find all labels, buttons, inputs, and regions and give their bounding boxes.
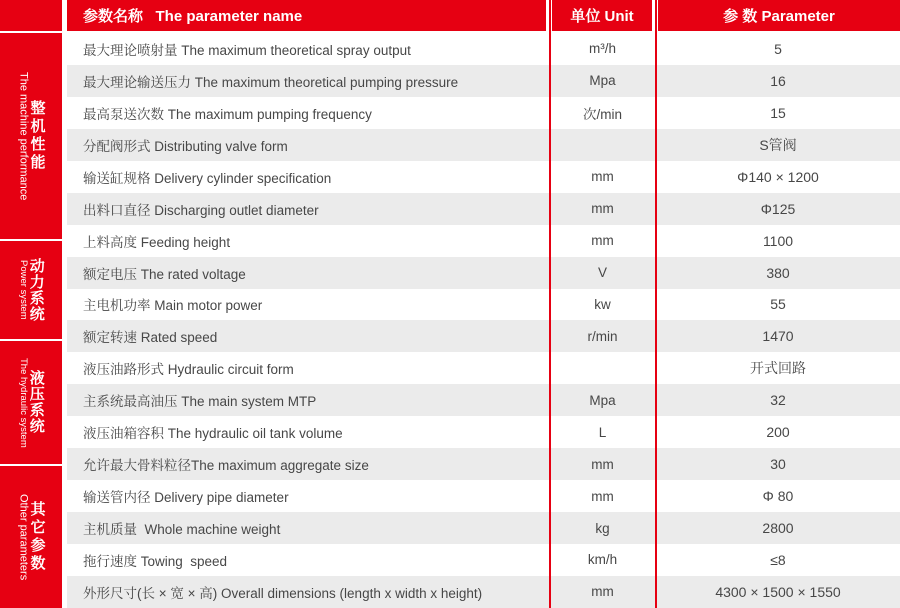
row-parameter-value: 1470 bbox=[762, 328, 794, 345]
table-header-row bbox=[67, 0, 900, 31]
table-row bbox=[67, 65, 900, 97]
row-parameter-name: 液压油箱容积 The hydraulic oil tank volume bbox=[83, 426, 343, 442]
row-unit: mm bbox=[591, 201, 614, 217]
table-row bbox=[67, 33, 900, 65]
row-parameter-value: 4300 × 1500 × 1550 bbox=[715, 583, 841, 600]
row-unit: mm bbox=[591, 169, 614, 185]
row-unit: kw bbox=[594, 296, 611, 312]
row-unit bbox=[549, 352, 656, 384]
row-unit: V bbox=[597, 265, 607, 281]
row-parameter-value: 30 bbox=[770, 456, 786, 473]
row-unit: Mpa bbox=[589, 392, 616, 408]
row-unit bbox=[549, 129, 656, 161]
row-unit: r/min bbox=[587, 328, 618, 344]
table-row bbox=[67, 257, 900, 289]
row-parameter-value: 1100 bbox=[762, 232, 794, 249]
table-row bbox=[67, 225, 900, 257]
sidebar-section-label-en: Other parameters bbox=[17, 493, 30, 581]
row-parameter-name: 液压油路形式 Hydraulic circuit form bbox=[83, 362, 294, 378]
table-body bbox=[67, 33, 900, 608]
table-row bbox=[67, 448, 900, 480]
header-unit: 单位 Unit bbox=[552, 0, 652, 31]
row-unit: mm bbox=[591, 233, 614, 249]
row-parameter-name: 额定转速 Rated speed bbox=[83, 330, 218, 346]
sidebar-section-label-en: The hydraulic system bbox=[17, 357, 29, 448]
row-parameter-value: 5 bbox=[774, 40, 782, 57]
row-parameter-name: 分配阀形式 Distributing valve form bbox=[83, 138, 288, 154]
row-unit: mm bbox=[591, 584, 614, 600]
sidebar-section bbox=[0, 241, 62, 338]
row-parameter-value: 2800 bbox=[762, 520, 794, 537]
parameter-table bbox=[67, 0, 900, 608]
table-row bbox=[67, 289, 900, 321]
header-parameter-value: 参 数 Parameter bbox=[658, 0, 900, 31]
table-row bbox=[67, 416, 900, 448]
sidebar-section bbox=[0, 466, 62, 608]
row-unit: m³/h bbox=[589, 41, 616, 57]
column-separator-line-left bbox=[549, 0, 551, 608]
row-parameter-value: 16 bbox=[770, 72, 786, 89]
row-parameter-name: 最大理论输送压力 The maximum theoretical pumping pressure bbox=[83, 74, 459, 90]
row-parameter-value: ≤8 bbox=[770, 551, 786, 568]
table-row bbox=[67, 193, 900, 225]
row-parameter-name: 最高泵送次数 The maximum pumping frequency bbox=[83, 106, 372, 122]
row-parameter-value: Φ140 × 1200 bbox=[737, 168, 819, 185]
row-parameter-value: 开式回路 bbox=[750, 360, 806, 377]
row-parameter-name: 输送管内径 Delivery pipe diameter bbox=[83, 490, 289, 506]
sidebar-section-label-zh: 整机性能 bbox=[28, 100, 46, 173]
table-row bbox=[67, 384, 900, 416]
row-parameter-value: S管阀 bbox=[759, 136, 797, 153]
column-separator-line-right bbox=[655, 0, 657, 608]
row-unit: km/h bbox=[587, 552, 618, 568]
row-unit: L bbox=[598, 424, 607, 440]
sidebar-section-label-zh: 其它参数 bbox=[28, 501, 46, 574]
row-parameter-name: 额定电压 The rated voltage bbox=[83, 266, 246, 282]
row-parameter-name: 主电机功率 Main motor power bbox=[83, 298, 263, 314]
row-parameter-name: 输送缸规格 Delivery cylinder specification bbox=[83, 170, 332, 186]
row-parameter-name: 主机质量 Whole machine weight bbox=[83, 522, 281, 538]
sidebar-sections bbox=[0, 33, 62, 608]
table-row bbox=[67, 129, 900, 161]
row-unit: mm bbox=[591, 488, 614, 504]
table-row bbox=[67, 352, 900, 384]
table-row bbox=[67, 97, 900, 129]
table-row bbox=[67, 320, 900, 352]
row-parameter-value: 32 bbox=[770, 392, 786, 409]
sidebar-section-label-zh: 动力系统 bbox=[27, 258, 45, 323]
row-parameter-name: 主系统最高油压 The main system MTP bbox=[83, 394, 317, 410]
sidebar-section-label-zh: 液压系统 bbox=[27, 370, 45, 435]
table-row bbox=[67, 161, 900, 193]
row-parameter-value: 55 bbox=[770, 296, 786, 313]
row-parameter-name: 允许最大骨料粒径The maximum aggregate size bbox=[83, 458, 369, 474]
row-unit: Mpa bbox=[589, 73, 616, 89]
table-corner-block bbox=[0, 0, 62, 31]
sidebar-section-label-en: Power system bbox=[17, 260, 29, 320]
sidebar-section-label-en: The machine performance bbox=[17, 72, 30, 201]
row-unit: 次/min bbox=[582, 106, 622, 122]
row-parameter-name: 上料高度 Feeding height bbox=[83, 234, 231, 250]
header-parameter-name: 参数名称 The parameter name bbox=[67, 0, 546, 31]
row-parameter-name: 最大理论喷射量 The maximum theoretical spray output bbox=[83, 42, 411, 58]
row-parameter-value: Φ 80 bbox=[762, 488, 794, 505]
row-parameter-value: 200 bbox=[766, 424, 790, 441]
row-unit: kg bbox=[595, 520, 610, 536]
row-parameter-value: Φ125 bbox=[760, 200, 796, 217]
sidebar-section bbox=[0, 341, 62, 464]
row-unit: mm bbox=[591, 456, 614, 472]
sidebar-section bbox=[0, 33, 62, 239]
row-parameter-value: 15 bbox=[770, 104, 786, 121]
row-parameter-name: 拖行速度 Towing speed bbox=[83, 553, 228, 569]
table-row bbox=[67, 544, 900, 576]
table-row bbox=[67, 512, 900, 544]
row-parameter-name: 外形尺寸(长 × 宽 × 高) Overall dimensions (length x width x height) bbox=[83, 585, 483, 601]
row-parameter-name: 出料口直径 Discharging outlet diameter bbox=[83, 202, 319, 218]
table-row bbox=[67, 480, 900, 512]
row-parameter-value: 380 bbox=[766, 264, 790, 281]
table-row bbox=[67, 576, 900, 608]
